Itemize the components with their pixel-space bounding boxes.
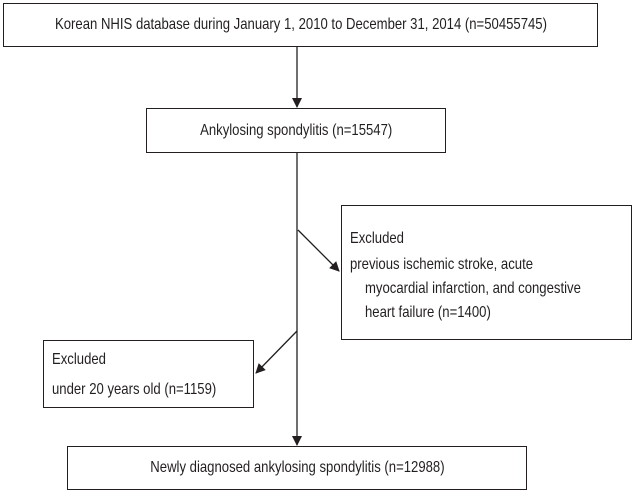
arrow-to-excluded2 — [256, 331, 297, 373]
final-box — [67, 446, 527, 490]
as-text: Ankylosing spondylitis (n=15547) — [199, 121, 393, 139]
as-box — [146, 108, 446, 153]
excluded1-title: Excluded — [350, 230, 404, 247]
final-text: Newly diagnosed ankylosing spondylitis (n=12988) — [149, 459, 445, 476]
source-text: Korean NHIS database during January 1, 2010 to December 31, 2014 (n=50455745) — [54, 16, 547, 33]
excluded2-title: Excluded — [52, 351, 106, 368]
excluded1-box — [341, 205, 632, 340]
source-box — [3, 3, 598, 47]
excluded2-box — [43, 340, 254, 408]
excluded1-line2: myocardial infarction, and congestive — [365, 280, 581, 297]
excluded2-line1: under 20 years old (n=1159) — [52, 381, 217, 398]
excluded1-line1: previous ischemic stroke, acute — [350, 256, 534, 273]
arrow-to-excluded1 — [298, 230, 339, 271]
excluded1-line3: heart failure (n=1400) — [365, 304, 491, 321]
